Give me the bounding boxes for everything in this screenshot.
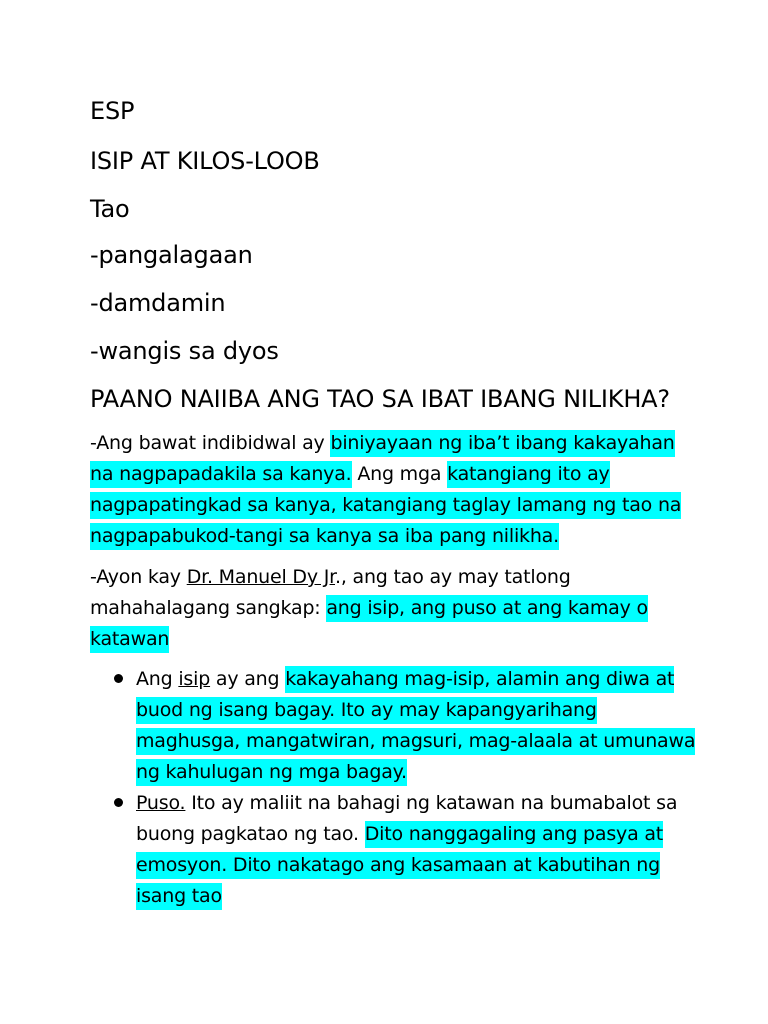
highlighted-text: ng kahulugan ng mga bagay.	[136, 759, 407, 786]
text-span: buong pagkatao ng tao.	[136, 823, 365, 845]
bullet1-line3	[136, 728, 695, 755]
heading-isip-kilos-loob: ISIP AT KILOS-LOOB	[90, 147, 320, 175]
list-item-pangalagaan: -pangalagaan	[90, 241, 253, 269]
list-item-damdamin: -damdamin	[90, 289, 226, 317]
highlighted-text: ang isip, ang puso at ang kamay o	[326, 595, 648, 622]
underlined-term: isip	[178, 668, 211, 690]
paragraph1-line4	[90, 523, 559, 550]
underlined-term: Puso.	[136, 792, 186, 814]
paragraph2-line3	[90, 626, 169, 653]
paragraph2-line1	[90, 564, 571, 591]
bullet-dot-icon	[114, 798, 123, 807]
text-span: ay ang	[210, 668, 286, 690]
text-span: Ang mga	[351, 463, 448, 485]
highlighted-text: biniyayaan ng iba’t ibang kakayahan	[330, 430, 674, 457]
bullet1-line1	[136, 666, 674, 693]
bullet2-line2	[136, 821, 663, 848]
heading-tao: Tao	[90, 195, 130, 223]
bullet-dot-icon	[114, 674, 123, 683]
text-span: Ito ay maliit na bahagi ng katawan na bumabalot sa	[185, 792, 678, 814]
text-span: -Ayon kay	[90, 566, 187, 588]
highlighted-text: nagpapabukod-tangi sa kanya sa iba pang nilikha.	[90, 523, 559, 550]
highlighted-text: maghusga, mangatwiran, magsuri, mag-alaala at umunawa	[136, 728, 695, 755]
heading-esp: ESP	[90, 97, 135, 125]
underlined-name: Dr. Manuel Dy Jr	[186, 566, 335, 588]
bullet2-line1	[136, 790, 677, 817]
highlighted-text: na nagpapadakila sa kanya.	[90, 461, 352, 488]
paragraph1-line3	[90, 492, 681, 519]
text-span: Ang	[136, 668, 179, 690]
highlighted-text: emosyon. Dito nakatago ang kasamaan at kabutihan ng	[136, 852, 660, 879]
highlighted-text: Dito nanggagaling ang pasya at	[365, 821, 663, 848]
highlighted-text: nagpapatingkad sa kanya, katangiang taglay lamang ng tao na	[90, 492, 681, 519]
paragraph1-line2	[90, 461, 610, 488]
highlighted-text: buod ng isang bagay. Ito ay may kapangyarihang	[136, 697, 597, 724]
highlighted-text: isang tao	[136, 883, 222, 910]
bullet1-line2	[136, 697, 597, 724]
list-item-wangis: -wangis sa dyos	[90, 337, 279, 365]
bullet2-line4	[136, 883, 222, 910]
text-span: ., ang tao ay may tatlong	[335, 566, 571, 588]
text-span: mahahalagang sangkap:	[90, 597, 327, 619]
question-heading: PAANO NAIIBA ANG TAO SA IBAT IBANG NILIKHA?	[90, 385, 670, 413]
highlighted-text: katawan	[90, 626, 169, 653]
paragraph1-line1	[90, 430, 675, 457]
bullet1-line4	[136, 759, 407, 786]
text-span: -Ang bawat indibidwal ay	[90, 432, 331, 454]
paragraph2-line2	[90, 595, 648, 622]
highlighted-text: katangiang ito ay	[447, 461, 609, 488]
bullet2-line3	[136, 852, 660, 879]
highlighted-text: kakayahang mag-isip, alamin ang diwa at	[285, 666, 674, 693]
